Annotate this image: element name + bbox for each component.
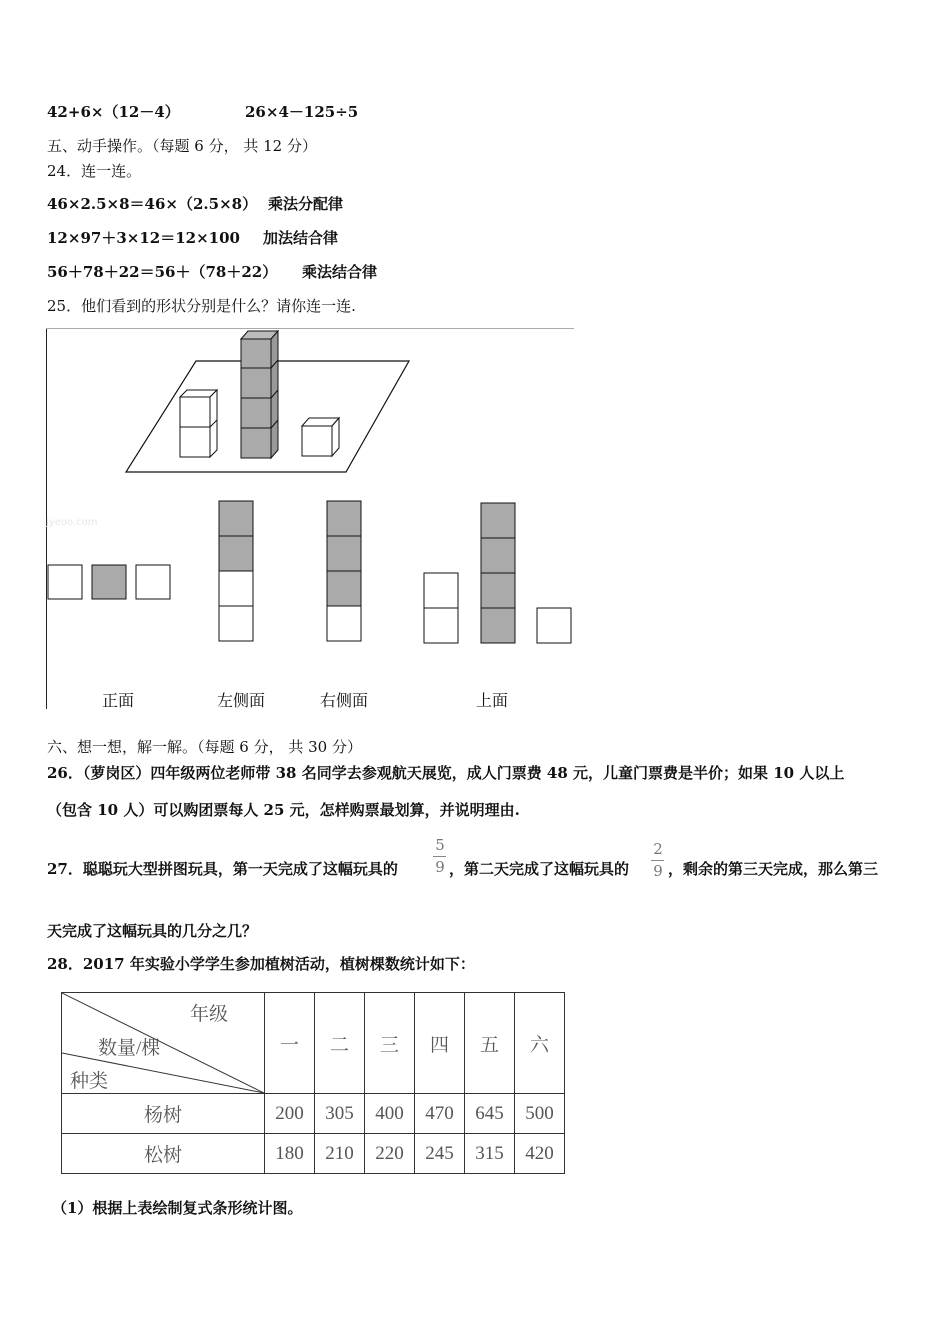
mid-cube-2 <box>241 368 271 398</box>
grade-header-3: 三 <box>365 993 415 1094</box>
grade-header-5: 五 <box>465 993 515 1094</box>
q27-part3: ，剩余的第三天完成，那么第三 <box>668 860 879 878</box>
table-cell: 645 <box>465 1094 515 1134</box>
calc-expr-1: 42+6×（12－4） <box>47 103 180 121</box>
q24-law-3: 乘法结合律 <box>302 263 378 281</box>
q24-expr-1: 46×2.5×8＝46×（2.5×8） <box>47 195 258 213</box>
q24-law-2: 加法结合律 <box>263 229 339 247</box>
table-cell: 200 <box>265 1094 315 1134</box>
caption-right: 右侧面 <box>319 691 369 709</box>
grade-header-4: 四 <box>415 993 465 1094</box>
right-stack <box>302 418 339 456</box>
table-cell: 400 <box>365 1094 415 1134</box>
header-diagonal-cell <box>62 993 265 1094</box>
table-cell: 500 <box>515 1094 565 1134</box>
left-stack <box>180 390 217 457</box>
watermark: jyeoo.com <box>46 517 98 528</box>
mid-cube-4 <box>241 428 271 458</box>
caption-left: 左侧面 <box>216 691 266 709</box>
table-cell: 305 <box>315 1094 365 1134</box>
tree-table <box>61 992 565 1174</box>
header-grade-label: 年级 <box>190 1004 229 1025</box>
table-cell: 220 <box>365 1134 415 1174</box>
q27-line2: 天完成了这幅玩具的几分之几？ <box>47 922 258 940</box>
table-cell: 180 <box>265 1134 315 1174</box>
header-qty-label: 数量/棵 <box>98 1038 161 1059</box>
grade-header-2: 二 <box>315 993 365 1094</box>
table-row <box>62 1134 565 1174</box>
left-cube-bottom <box>180 427 210 457</box>
table-row <box>62 1094 565 1134</box>
cube-views-figure <box>46 327 576 709</box>
section6-title: 六、想一想，解一解。（每题 6 分， 共 30 分） <box>47 738 362 756</box>
q27-part2: ，第二天完成了这幅玩具的 <box>449 860 630 878</box>
table-cell: 470 <box>415 1094 465 1134</box>
q28-title: 28．2017 年实验小学学生参加植树活动，植树棵数统计如下： <box>47 955 475 973</box>
q27-part1: 27．聪聪玩大型拼图玩具，第一天完成了这幅玩具的 <box>47 860 398 878</box>
q24-expr-3: 56＋78＋22＝56＋（78＋22） <box>47 263 278 281</box>
table-header-row <box>62 993 565 1094</box>
row-name-pine: 松树 <box>62 1134 265 1174</box>
view-left-shape <box>219 501 253 641</box>
calc-expr-2: 26×4－125÷5 <box>245 103 359 121</box>
caption-front: 正面 <box>101 691 135 709</box>
table-cell: 245 <box>415 1134 465 1174</box>
grade-header-1: 一 <box>265 993 315 1094</box>
middle-stack <box>241 331 278 458</box>
mid-cube-1 <box>241 339 271 368</box>
q27-frac1-num: 5 <box>435 836 445 854</box>
table-cell: 315 <box>465 1134 515 1174</box>
q26-line1: 26．（萝岗区）四年级两位老师带 38 名同学去参观航天展览，成人门票费 48 元，儿童门票费是半价；如果 10 人以上 <box>47 764 845 782</box>
q25-title: 25．他们看到的形状分别是什么？请你连一连. <box>47 297 356 315</box>
q27-frac2-num: 2 <box>653 840 663 858</box>
header-kind-label: 种类 <box>70 1071 109 1092</box>
q24-title: 24．连一连。 <box>47 162 142 180</box>
left-cube-top <box>180 397 210 427</box>
mid-cube-3 <box>241 398 271 428</box>
table-cell: 210 <box>315 1134 365 1174</box>
q27-frac2-den: 9 <box>653 862 663 880</box>
caption-top: 上面 <box>475 691 509 709</box>
q24-law-1: 乘法分配律 <box>268 195 344 213</box>
view-top-shape <box>424 503 571 643</box>
table-cell: 420 <box>515 1134 565 1174</box>
q28-sub1: （1）根据上表绘制复式条形统计图。 <box>52 1199 303 1217</box>
section5-title: 五、动手操作。（每题 6 分， 共 12 分） <box>47 137 317 155</box>
q26-line2: （包含 10 人）可以购团票每人 25 元，怎样购票最划算，并说明理由. <box>47 801 520 819</box>
q24-expr-2: 12×97＋3×12＝12×100 <box>47 229 240 247</box>
right-cube <box>302 426 332 456</box>
row-name-poplar: 杨树 <box>62 1094 265 1134</box>
view-front-shape <box>48 565 170 599</box>
grade-header-6: 六 <box>515 993 565 1094</box>
q27-frac1-den: 9 <box>435 858 445 876</box>
view-right-shape <box>327 501 361 641</box>
